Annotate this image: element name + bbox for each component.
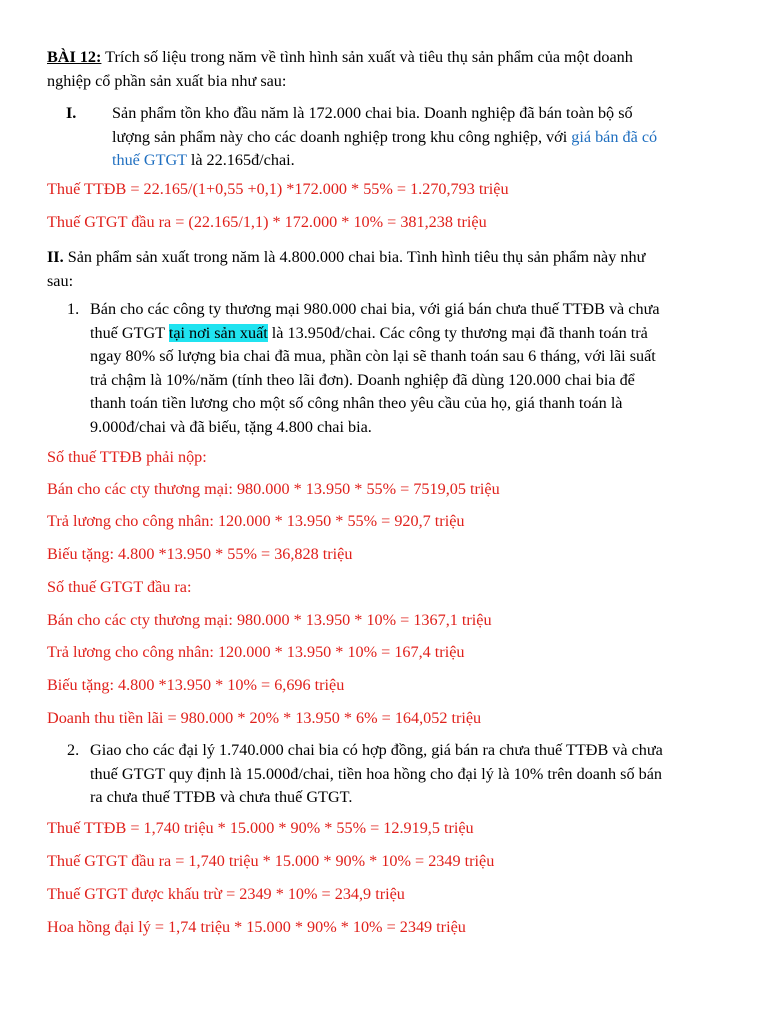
exercise-heading — [47, 46, 747, 93]
section1-link-text-2: thuế GTGT — [112, 151, 187, 169]
section2-text — [47, 246, 752, 293]
section1-marker: I. — [66, 104, 77, 122]
item1-answer-gtgt-wages: Trả lương cho công nhân: 120.000 * 13.950 * 10% = 167,4 triệu — [47, 643, 465, 661]
item1-line5: thanh toán tiền lương cho một số công nhân theo yêu cầu của họ, giá thanh toán là — [90, 394, 623, 412]
section1-line1: Sản phẩm tồn kho đầu năm là 172.000 chai bia. Doanh nghiệp đã bán toàn bộ số — [112, 104, 633, 122]
exercise-label: BÀI 12: — [47, 48, 102, 66]
item1-answer-ttdb-heading: Số thuế TTĐB phải nộp: — [47, 448, 207, 466]
item1-answer-gtgt-gift: Biếu tặng: 4.800 *13.950 * 10% = 6,696 triệu — [47, 676, 345, 694]
item2-answer-gtgt-deductible: Thuế GTGT được khấu trừ = 2349 * 10% = 234,9 triệu — [47, 885, 405, 903]
exercise-intro-line1: Trích số liệu trong năm về tình hình sản xuất và tiêu thụ sản phẩm của một doanh — [101, 48, 633, 66]
section1-calc-ttdb: Thuế TTĐB = 22.165/(1+0,55 +0,1) *172.000 * 55% = 1.270,793 triệu — [47, 180, 509, 198]
item1-answer-gtgt-heading: Số thuế GTGT đầu ra: — [47, 578, 192, 596]
item1-answer-ttdb-wages: Trả lương cho công nhân: 120.000 * 13.950 * 55% = 920,7 triệu — [47, 512, 465, 530]
section1-line3: là 22.165đ/chai. — [186, 151, 295, 169]
section1-calc-gtgt: Thuế GTGT đầu ra = (22.165/1,1) * 172.000 * 10% = 381,238 triệu — [47, 213, 487, 231]
highlighted-text: tại nơi sản xuất — [168, 323, 268, 342]
section1-link-text: giá bán đã có — [571, 127, 658, 146]
item1-answer-interest: Doanh thu tiền lãi = 980.000 * 20% * 13.950 * 6% = 164,052 triệu — [47, 709, 482, 727]
item2-line1: Giao cho các đại lý 1.740.000 chai bia có hợp đồng, giá bán ra chưa thuế TTĐB và chưa — [90, 741, 663, 759]
section1-text — [112, 102, 752, 173]
item2-answer-ttdb: Thuế TTĐB = 1,740 triệu * 15.000 * 90% * 55% = 12.919,5 triệu — [47, 819, 474, 837]
item2-line3: ra chưa thuế TTĐB và chưa thuế GTGT. — [90, 788, 353, 806]
item2-answer-gtgt-output: Thuế GTGT đầu ra = 1,740 triệu * 15.000 * 90% * 10% = 2349 triệu — [47, 852, 495, 870]
exercise-intro-line2: nghiệp cổ phần sản xuất bia như sau: — [47, 71, 287, 90]
item2-text — [90, 739, 755, 810]
item1-line3: ngay 80% số lượng bia chai đã mua, phần còn lại sẽ thanh toán sau 6 tháng, với lãi suất — [90, 347, 656, 365]
item1-answer-ttdb-gift: Biếu tặng: 4.800 *13.950 * 55% = 36,828 triệu — [47, 545, 353, 563]
section2-line1: Sản phẩm sản xuất trong năm là 4.800.000 chai bia. Tình hình tiêu thụ sản phẩm này như — [63, 248, 646, 266]
item1-line2c: là 13.950đ/chai. Các công ty thương mại đã thanh toán trả — [267, 323, 648, 342]
item1-text — [90, 298, 755, 439]
section1-line2: lượng sản phẩm này cho các doanh nghiệp trong khu công nghiệp, với — [112, 127, 572, 146]
item1-line6: 9.000đ/chai và đã biếu, tặng 4.800 chai bia. — [90, 417, 372, 436]
item1-line2a: thuế GTGT — [90, 323, 169, 342]
item2-line2: thuế GTGT quy định là 15.000đ/chai, tiền hoa hồng cho đại lý là 10% trên doanh số bán — [90, 764, 662, 783]
section2-marker: II. — [47, 248, 64, 266]
item1-answer-ttdb-trade: Bán cho các cty thương mại: 980.000 * 13.950 * 55% = 7519,05 triệu — [47, 480, 500, 498]
item2-number: 2. — [67, 741, 80, 759]
item2-answer-commission: Hoa hồng đại lý = 1,74 triệu * 15.000 * 90% * 10% = 2349 triệu — [47, 918, 466, 936]
item1-line1: Bán cho các công ty thương mại 980.000 chai bia, với giá bán chưa thuế TTĐB và chưa — [90, 300, 660, 318]
section2-line2: sau: — [47, 271, 74, 290]
item1-line4: trả chậm là 10%/năm (tính theo lãi đơn). Doanh nghiệp đã dùng 120.000 chai bia để — [90, 370, 635, 389]
item1-number: 1. — [67, 300, 80, 318]
item1-answer-gtgt-trade: Bán cho các cty thương mại: 980.000 * 13.950 * 10% = 1367,1 triệu — [47, 611, 492, 629]
